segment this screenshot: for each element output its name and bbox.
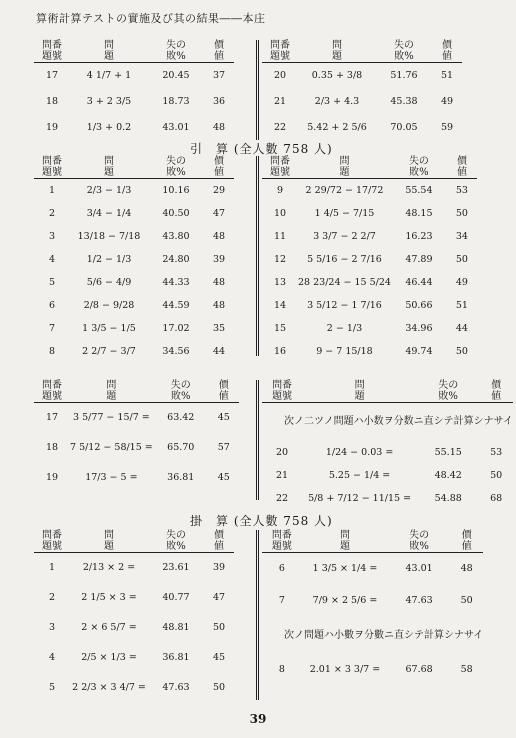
problem-number: 12 [273, 253, 287, 265]
problem-expression: 13/18 − 7/18 [77, 230, 141, 242]
column-header-no: 問番 題號 [262, 156, 298, 179]
problem-number: 5 [48, 682, 56, 693]
table-row [262, 487, 513, 510]
instruction-note: 次ノ二ツノ問題ハ小数ヲ分数ニ直シテ計算シナサイ [284, 415, 513, 427]
problem-number: 5 [48, 276, 56, 288]
column-header-problem: 問 題 [302, 530, 388, 553]
problem-expression: 3 5/77 − 15/7 = [73, 412, 150, 424]
value-score: 48 [460, 563, 473, 575]
value-score: 50 [455, 207, 468, 219]
table-row [262, 89, 462, 115]
problem-expression: 5/6 − 4/9 [86, 276, 132, 288]
problem-number: 6 [48, 299, 56, 311]
column-header-fail: 失の 敗% [388, 530, 450, 553]
problem-expression: 5 5/16 − 2 7/16 [307, 253, 382, 265]
problem-number: 13 [273, 276, 287, 288]
value-score: 68 [490, 492, 503, 504]
failure-rate: 48.42 [434, 469, 462, 481]
table-row [34, 553, 234, 583]
value-score: 45 [217, 412, 230, 424]
problem-expression: 1 4/5 − 7/15 [314, 207, 375, 219]
problem-number: 11 [273, 230, 287, 242]
problem-expression: 2/8 − 9/28 [83, 299, 135, 311]
failure-rate: 45.38 [390, 96, 418, 107]
table-row [262, 655, 483, 685]
value-score: 48 [212, 230, 226, 242]
problem-number: 1 [48, 562, 56, 574]
failure-rate: 40.77 [162, 592, 190, 603]
table-subtraction2-right [262, 380, 513, 510]
failure-rate: 34.56 [162, 345, 190, 357]
problem-expression: 2 2/3 × 3 4/7 = [72, 682, 146, 693]
column-header-fail: 失の 敗% [417, 380, 479, 403]
column-header-value: 價 値 [209, 380, 239, 403]
value-score: 35 [212, 322, 226, 334]
value-score: 37 [212, 70, 226, 82]
table-multiplication-right [262, 530, 483, 685]
column-header-no: 問番 題號 [262, 530, 302, 553]
header-row [34, 156, 234, 179]
failure-rate: 54.88 [434, 492, 462, 504]
problem-expression: 5/8 + 7/12 − 11/15 = [308, 492, 412, 504]
table-row [34, 583, 234, 613]
column-header-problem: 問 題 [70, 530, 148, 553]
value-score: 48 [212, 122, 226, 133]
failure-rate: 47.63 [162, 682, 190, 693]
column-header-no: 問番 題號 [262, 380, 302, 403]
problem-number: 15 [273, 322, 287, 334]
column-header-fail: 失の 敗% [148, 40, 204, 63]
value-score: 47 [212, 207, 226, 219]
column-header-problem: 問 題 [298, 156, 391, 179]
value-score: 45 [217, 472, 230, 483]
table-row [262, 464, 513, 487]
table-row [34, 463, 239, 493]
header-row [34, 380, 239, 403]
failure-rate: 24.80 [162, 253, 190, 265]
table-row [34, 613, 234, 643]
table-row [262, 441, 513, 464]
value-score: 50 [212, 622, 226, 633]
column-header-fail: 失の 敗% [148, 530, 204, 553]
problem-number: 16 [273, 345, 287, 357]
value-score: 50 [460, 595, 473, 606]
failure-rate: 55.15 [434, 446, 462, 458]
note-row [262, 617, 483, 655]
column-separator [256, 156, 260, 356]
problem-expression: 3 5/12 − 1 7/16 [307, 299, 382, 311]
problem-expression: 0.35 + 3/8 [311, 70, 363, 82]
column-separator [256, 530, 260, 700]
column-header-problem: 問 題 [70, 380, 153, 403]
problem-expression: 2/13 × 2 = [82, 562, 136, 574]
problem-number: 22 [276, 492, 289, 504]
table-row [262, 63, 462, 89]
problem-number: 18 [45, 442, 59, 453]
problem-expression: 2.01 × 3 3/7 = [309, 664, 381, 675]
problem-expression: 2 × 6 5/7 = [81, 622, 137, 633]
problem-expression: 1 3/5 − 1/5 [82, 322, 136, 334]
problem-number: 18 [45, 96, 59, 107]
problem-number: 8 [48, 345, 56, 357]
table-addition-right [262, 40, 462, 141]
header-row [34, 40, 234, 63]
table-addition-left [34, 40, 234, 141]
problem-number: 19 [45, 122, 59, 133]
column-header-problem: 問 題 [302, 380, 417, 403]
failure-rate: 49.74 [405, 345, 433, 357]
problem-number: 6 [278, 563, 285, 575]
problem-expression: 2/3 − 1/3 [86, 184, 132, 196]
problem-number: 4 [48, 652, 56, 663]
table-row [34, 294, 234, 317]
column-header-value: 價 値 [432, 40, 462, 63]
problem-expression: 3 3/7 − 2 2/7 [313, 230, 376, 242]
table-row [262, 585, 483, 617]
column-header-no: 問番 題號 [34, 530, 70, 553]
table-row [34, 115, 234, 141]
table-row [262, 179, 477, 202]
problem-expression: 3 + 2 3/5 [86, 96, 132, 107]
table-row [34, 433, 239, 463]
failure-rate: 16.23 [405, 230, 433, 242]
problem-number: 8 [278, 664, 285, 675]
problem-expression: 2/5 × 1/3 = [81, 652, 137, 663]
failure-rate: 36.81 [162, 652, 190, 663]
problem-number: 3 [48, 230, 56, 242]
value-score: 57 [217, 442, 230, 453]
value-score: 39 [212, 253, 226, 265]
failure-rate: 40.50 [162, 207, 190, 219]
table-subtraction-right [262, 156, 477, 363]
problem-expression: 2 2/7 − 3/7 [82, 345, 136, 357]
problem-expression: 1/24 − 0.03 = [325, 446, 394, 458]
problem-number: 20 [273, 70, 287, 82]
column-header-fail: 失の 敗% [376, 40, 432, 63]
table-subtraction-left [34, 156, 234, 363]
table-subtraction2-left [34, 380, 239, 493]
value-score: 58 [460, 664, 473, 675]
problem-number: 4 [48, 253, 56, 265]
header-row [262, 380, 513, 403]
problem-number: 21 [276, 469, 289, 481]
failure-rate: 43.01 [405, 563, 433, 575]
value-score: 44 [212, 345, 226, 357]
problem-number: 3 [48, 622, 56, 633]
table-row [34, 248, 234, 271]
table-row [34, 202, 234, 225]
column-header-problem: 問 題 [70, 40, 148, 63]
value-score: 47 [212, 592, 226, 603]
problem-expression: 4 1/7 + 1 [86, 70, 132, 82]
section-title-subtraction: 引 算 (全人數 758 人) [190, 142, 333, 156]
table-row [262, 553, 483, 585]
value-score: 50 [212, 682, 226, 693]
column-header-problem: 問 題 [298, 40, 376, 63]
problem-expression: 2 1/5 × 3 = [81, 592, 137, 603]
table-row [34, 403, 239, 433]
table-row [262, 271, 477, 294]
table-row [262, 294, 477, 317]
failure-rate: 51.76 [390, 70, 418, 82]
problem-number: 10 [273, 207, 287, 219]
value-score: 51 [440, 70, 454, 82]
header-row [262, 530, 483, 553]
table-multiplication-left [34, 530, 234, 703]
column-header-value: 價 値 [204, 156, 234, 179]
table-row [262, 202, 477, 225]
column-header-no: 問番 題號 [34, 380, 70, 403]
problem-expression: 7/9 × 2 5/6 = [312, 595, 378, 606]
problem-number: 1 [48, 184, 56, 196]
failure-rate: 48.81 [162, 622, 190, 633]
column-header-no: 問番 題號 [34, 40, 70, 63]
failure-rate: 44.59 [162, 299, 190, 311]
problem-expression: 2/3 + 4.3 [314, 96, 360, 107]
column-header-problem: 問 題 [70, 156, 148, 179]
problem-expression: 7 5/12 − 58/15 = [70, 442, 153, 453]
header-row [34, 530, 234, 553]
table-row [262, 340, 477, 363]
problem-number: 19 [45, 472, 59, 483]
failure-rate: 48.15 [405, 207, 433, 219]
failure-rate: 43.80 [162, 230, 190, 242]
problem-number: 17 [45, 412, 59, 424]
table-row [34, 179, 234, 202]
value-score: 53 [490, 446, 503, 458]
header-row [262, 40, 462, 63]
header-row [262, 156, 477, 179]
problem-number: 22 [273, 122, 287, 133]
failure-rate: 44.33 [162, 276, 190, 288]
table-row [34, 317, 234, 340]
problem-number: 7 [278, 595, 285, 606]
problem-number: 2 [48, 592, 56, 603]
failure-rate: 50.66 [405, 299, 433, 311]
failure-rate: 65.70 [167, 442, 195, 453]
value-score: 34 [455, 230, 468, 242]
value-score: 53 [455, 184, 468, 196]
failure-rate: 20.45 [162, 70, 190, 82]
table-row [34, 340, 234, 363]
problem-number: 7 [48, 322, 56, 334]
value-score: 50 [455, 345, 468, 357]
failure-rate: 34.96 [405, 322, 433, 334]
column-header-value: 價 値 [447, 156, 477, 179]
column-separator [256, 380, 260, 500]
problem-expression: 9 − 7 15/18 [316, 345, 373, 357]
column-header-no: 問番 題號 [34, 156, 70, 179]
note-row [262, 403, 513, 441]
table-row [262, 248, 477, 271]
value-score: 29 [212, 184, 226, 196]
table-row [262, 317, 477, 340]
value-score: 39 [212, 562, 226, 574]
column-header-no: 問番 題號 [262, 40, 298, 63]
value-score: 51 [455, 299, 468, 311]
problem-number: 20 [276, 446, 289, 458]
problem-expression: 17/3 − 5 = [85, 472, 138, 483]
column-header-value: 價 値 [204, 530, 234, 553]
problem-expression: 3/4 − 1/4 [86, 207, 132, 219]
table-row [34, 225, 234, 248]
problem-expression: 1/3 + 0.2 [86, 122, 132, 133]
value-score: 50 [455, 253, 468, 265]
problem-expression: 5.25 − 1/4 = [328, 469, 391, 481]
value-score: 49 [440, 96, 454, 107]
page-number: 39 [249, 712, 267, 726]
problem-number: 2 [48, 207, 56, 219]
value-score: 59 [440, 122, 454, 133]
failure-rate: 36.81 [167, 472, 195, 483]
table-row [34, 89, 234, 115]
failure-rate: 43.01 [162, 122, 190, 133]
table-row [262, 225, 477, 248]
failure-rate: 67.68 [405, 664, 433, 675]
failure-rate: 47.63 [405, 595, 433, 606]
value-score: 50 [490, 469, 503, 481]
problem-expression: 2 29/72 − 17/72 [305, 184, 384, 196]
column-header-fail: 失の 敗% [148, 156, 204, 179]
failure-rate: 23.61 [162, 562, 190, 574]
table-row [34, 643, 234, 673]
problem-expression: 1/2 − 1/3 [86, 253, 132, 265]
column-header-value: 價 値 [450, 530, 483, 553]
table-row [262, 115, 462, 141]
failure-rate: 10.16 [162, 184, 190, 196]
column-header-value: 價 値 [479, 380, 512, 403]
value-score: 36 [212, 96, 226, 107]
column-header-fail: 失の 敗% [391, 156, 447, 179]
value-score: 48 [212, 276, 226, 288]
value-score: 45 [212, 652, 226, 663]
column-header-value: 價 値 [204, 40, 234, 63]
failure-rate: 55.54 [405, 184, 433, 196]
failure-rate: 63.42 [167, 412, 195, 424]
section-title-multiplication: 掛 算 (全人數 758 人) [190, 514, 333, 528]
column-header-fail: 失の 敗% [153, 380, 209, 403]
value-score: 48 [212, 299, 226, 311]
problem-expression: 28 23/24 − 15 5/24 [298, 276, 391, 288]
failure-rate: 70.05 [390, 122, 418, 133]
value-score: 44 [455, 322, 468, 334]
problem-number: 21 [273, 96, 287, 107]
table-row [34, 673, 234, 703]
value-score: 49 [455, 276, 468, 288]
instruction-note: 次ノ問題ハ小數ヲ分數ニ直シテ計算シナサイ [284, 629, 484, 641]
table-row [34, 63, 234, 89]
column-separator [256, 40, 260, 140]
problem-expression: 5.42 + 2 5/6 [307, 122, 367, 133]
failure-rate: 47.89 [405, 253, 433, 265]
problem-number: 17 [45, 70, 59, 82]
problem-expression: 2 − 1/3 [326, 322, 363, 334]
failure-rate: 17.02 [162, 322, 190, 334]
failure-rate: 46.44 [405, 276, 433, 288]
problem-expression: 1 3/5 × 1/4 = [312, 563, 378, 575]
failure-rate: 18.73 [162, 96, 190, 107]
problem-number: 14 [273, 299, 287, 311]
running-header: 算術計算テストの實施及び其の結果――本庄 [36, 12, 266, 25]
table-row [34, 271, 234, 294]
problem-number: 9 [276, 184, 284, 196]
